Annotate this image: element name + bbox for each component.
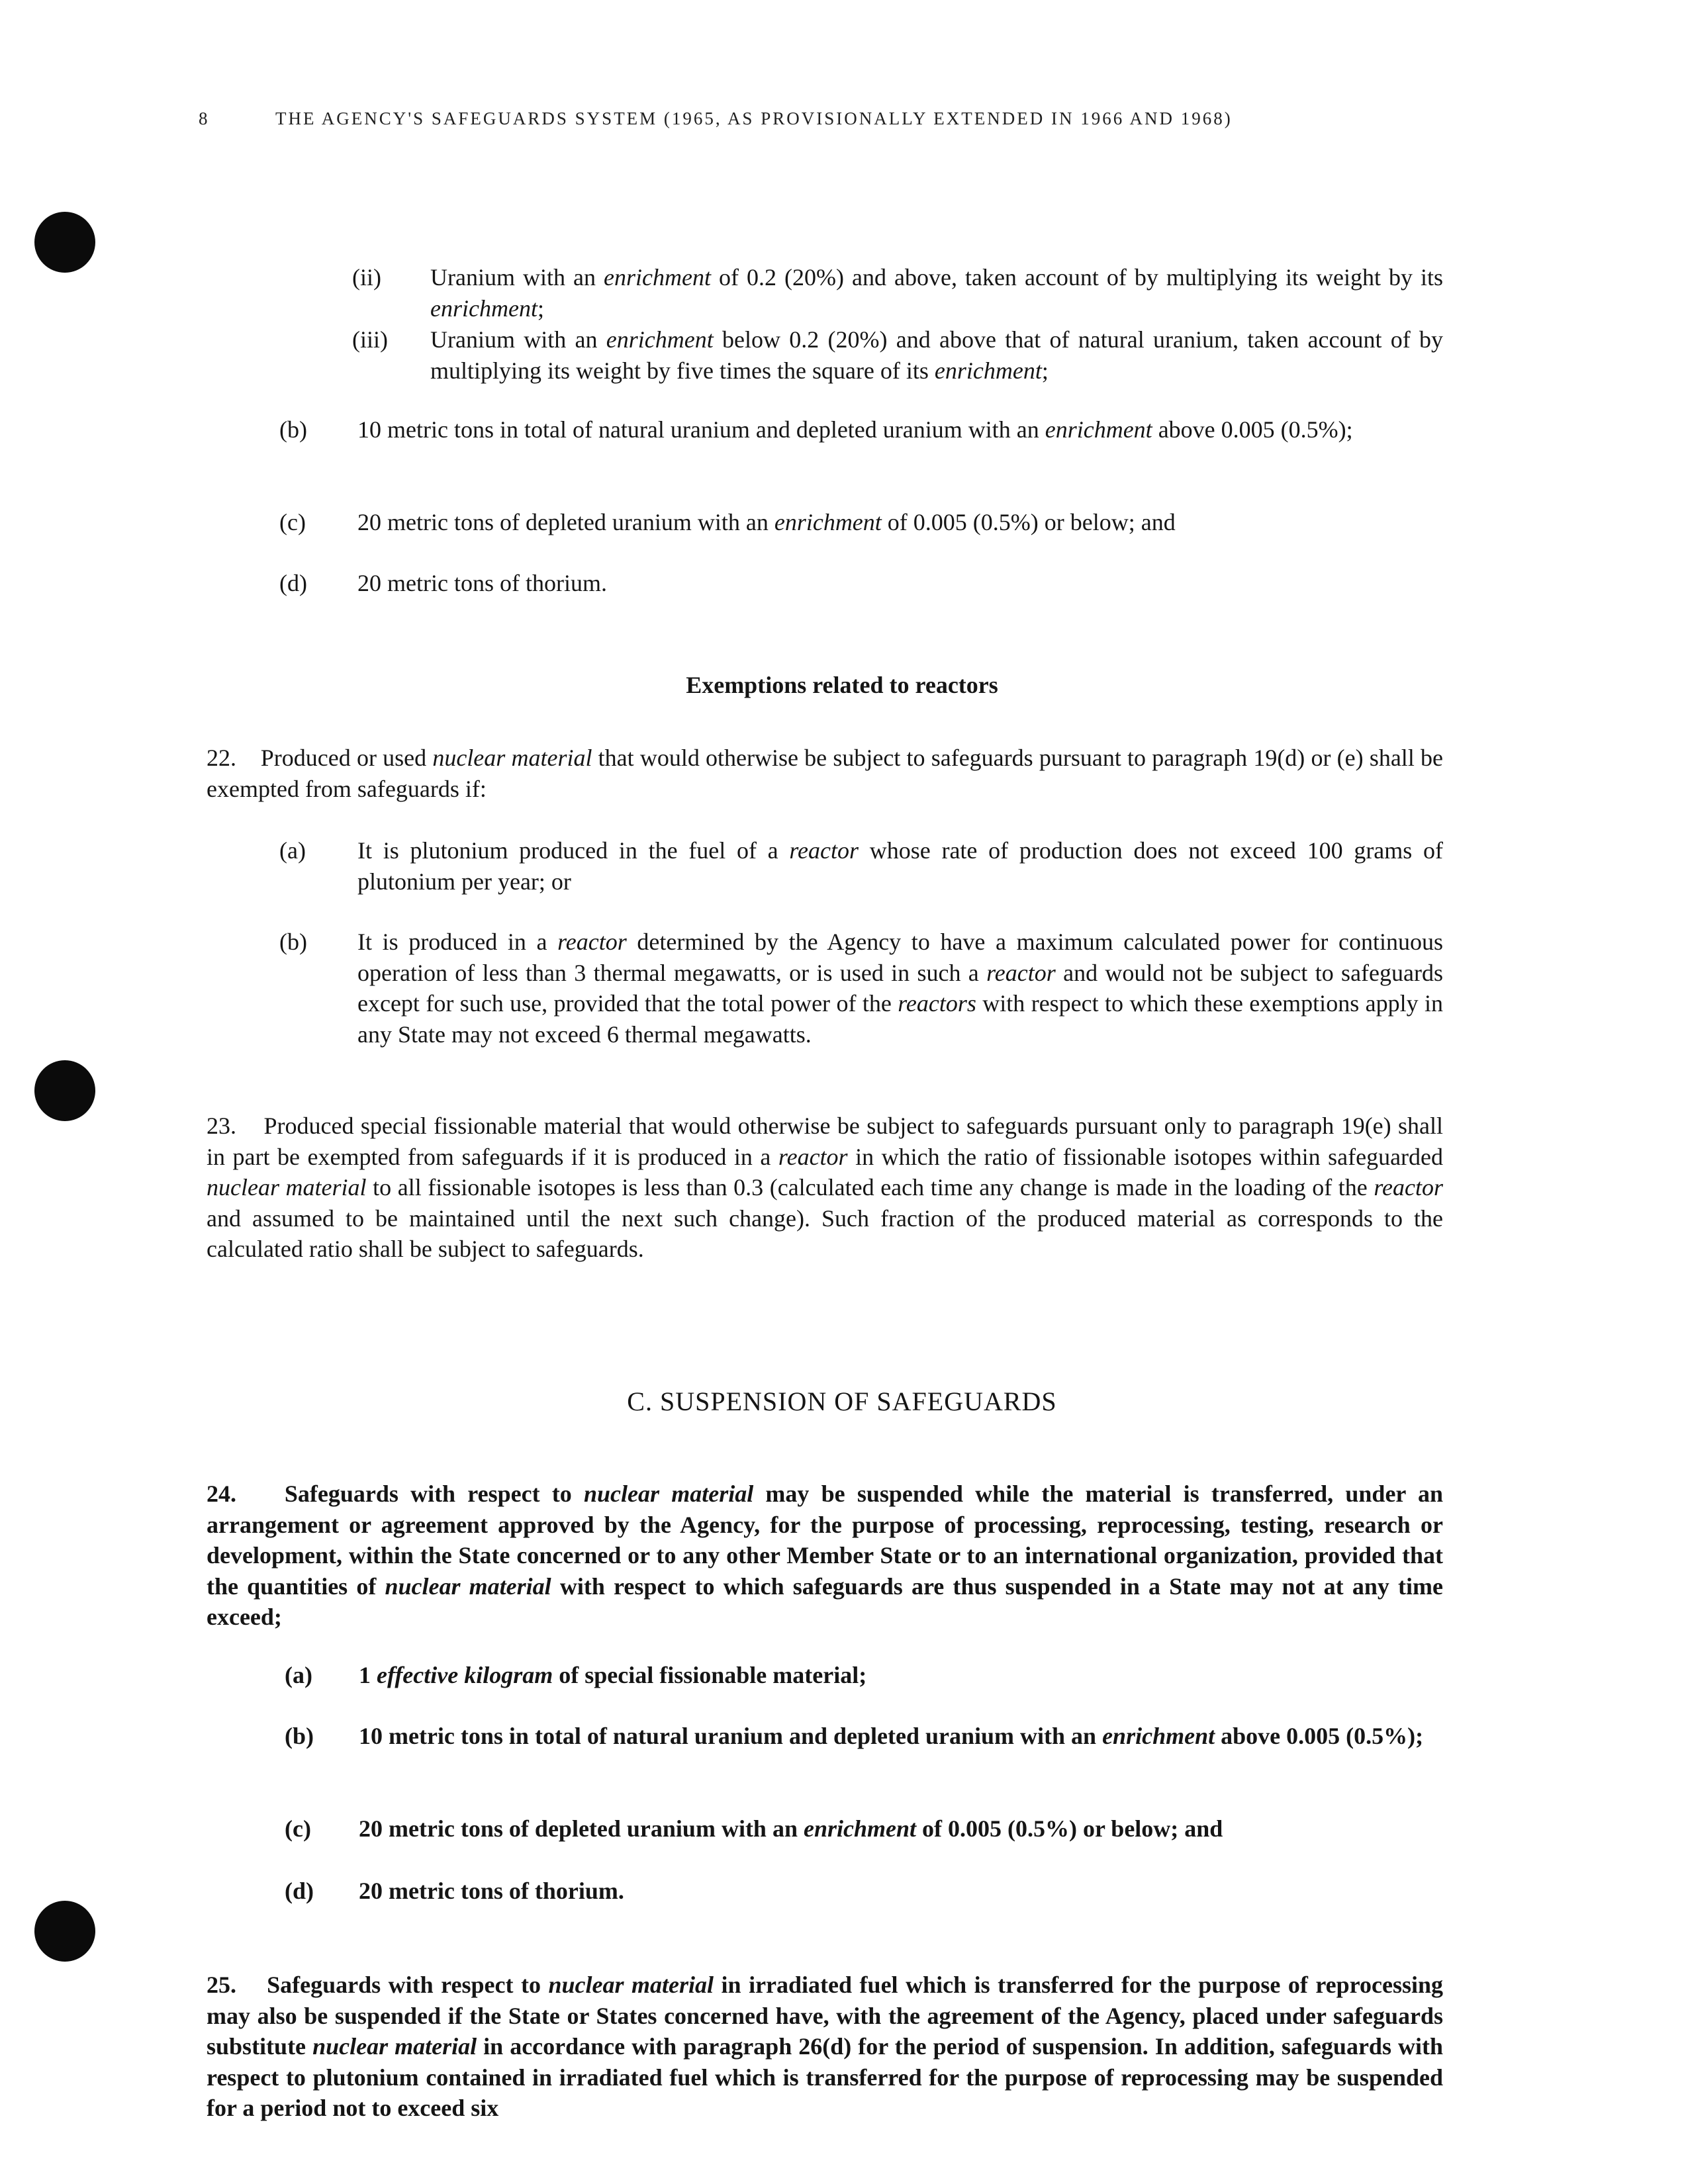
text-run: in accordance with paragraph 26(d) for the period of suspension. In addition, safeguards with respect to plutonium contained in irradiated fuel which is transferred for the purpose of reprocessing may be suspended for a period not to exceed six — [207, 2033, 1444, 2121]
paragraph-text — [207, 1972, 1443, 2121]
italic-term: enrichment — [803, 1815, 916, 1842]
italic-term: nuclear material — [207, 1174, 367, 1201]
item-label: (b) — [285, 1723, 314, 1749]
item-text — [357, 835, 1443, 897]
text-run: Produced or used — [260, 745, 433, 771]
text-run: 20 metric tons of depleted uranium with an — [357, 509, 774, 535]
italic-term: reactors — [898, 990, 976, 1017]
item-text — [359, 1876, 1443, 1907]
text-run: above 0.005 (0.5%); — [1152, 416, 1353, 443]
italic-term: reactor — [778, 1143, 848, 1170]
text-run: of 0.005 (0.5%) or below; and — [881, 509, 1176, 535]
text-run: that would otherwise be subject to safeguards pursuant to paragraph 19(d) or (e) shall be exempted from safeguards if: — [207, 745, 1443, 802]
italic-term: enrichment — [606, 326, 714, 353]
text-run: and would not be subject to safeguards except for such use, provided that the total power of the — [357, 959, 1443, 1017]
paragraph-number: 25. — [207, 1972, 236, 1998]
italic-term: enrichment — [934, 357, 1042, 384]
text-run: of 0.2 (20%) and above, taken account of by multiplying its weight by its — [710, 264, 1444, 291]
text-run: ; — [1041, 357, 1049, 384]
italic-term: enrichment — [774, 509, 882, 535]
section-heading-c: C. SUSPENSION OF SAFEGUARDS — [627, 1387, 1057, 1416]
text-run: to all fissionable isotopes is less than 0.3 (calculated each time any change is made in the loading of the — [366, 1174, 1374, 1201]
item-label: (iii) — [352, 326, 388, 353]
item-text — [357, 414, 1443, 445]
item-text — [359, 1660, 1443, 1691]
paragraph-number: 22. — [207, 745, 236, 771]
item-text — [430, 262, 1443, 324]
text-run: Safeguards with respect to — [267, 1972, 549, 1998]
item-text — [359, 1813, 1443, 1844]
text-run: Safeguards with respect to — [284, 1480, 584, 1507]
punch-hole — [34, 212, 95, 273]
italic-term: nuclear material — [312, 2033, 477, 2060]
text-run: below 0.2 (20%) and above that of natural uranium, taken account of by multiplying its weight by five times the square of its — [430, 326, 1443, 384]
text-run: in which the ratio of fissionable isotopes within safeguarded — [847, 1143, 1444, 1170]
text-run: 1 — [359, 1662, 377, 1688]
italic-term: nuclear material — [583, 1480, 754, 1507]
punch-hole — [34, 1060, 95, 1121]
text-run: 20 metric tons of depleted uranium with an — [359, 1815, 804, 1842]
text-run: whose rate of production does not exceed 100 grams of plutonium per year; or — [357, 837, 1444, 895]
italic-term: reactor — [557, 929, 627, 955]
text-run: Produced special fissionable material that would otherwise be subject to safeguards pursuant only to paragraph 19(e) shall in part be exempted from safeguards if it is produced in a — [207, 1113, 1444, 1170]
paragraph-22 — [207, 743, 1443, 804]
text-run: and assumed to be maintained until the next such change). Such fraction of the produced material as corresponds to the calculated ratio shall be subject to safeguards. — [207, 1205, 1443, 1262]
punch-hole — [34, 1901, 95, 1962]
text-run: 20 metric tons of thorium. — [357, 570, 607, 596]
item-label: (a) — [285, 1662, 312, 1688]
item-label: (a) — [279, 837, 306, 864]
italic-term: enrichment — [430, 295, 538, 322]
paragraph-text — [207, 745, 1443, 802]
italic-term: effective kilogram — [377, 1662, 553, 1688]
text-run: Uranium with an — [430, 264, 604, 291]
item-text — [359, 1721, 1443, 1752]
item-text — [357, 568, 1443, 599]
text-run: with respect to which safeguards are thus suspended in a State may not at any time exceed; — [207, 1572, 1443, 1630]
text-run: determined by the Agency to have a maximum calculated power for continuous operation of less than 3 thermal megawatts, or is used in such a — [357, 929, 1443, 986]
text-run: with respect to which these exemptions apply in any State may not exceed 6 thermal megawatts. — [357, 990, 1443, 1048]
italic-term: reactor — [789, 837, 859, 864]
italic-term: nuclear material — [548, 1972, 714, 1998]
italic-term: enrichment — [1102, 1723, 1215, 1749]
item-label: (b) — [279, 416, 307, 443]
item-label: (d) — [279, 570, 307, 596]
item-label: (c) — [279, 509, 306, 535]
text-run: above 0.005 (0.5%); — [1215, 1723, 1424, 1749]
text-run: in irradiated fuel which is transferred for the purpose of reprocessing may also be suspended if the State or States concerned have, with the agreement of the Agency, placed under safeguards substitute — [207, 1972, 1443, 2060]
text-run: It is plutonium produced in the fuel of a — [357, 837, 790, 864]
paragraph-23 — [207, 1111, 1443, 1265]
text-run: of 0.005 (0.5%) or below; and — [916, 1815, 1223, 1842]
item-text — [430, 324, 1443, 386]
paragraph-24 — [207, 1479, 1443, 1633]
page-number: 8 — [199, 109, 210, 128]
section-heading-reactors: Exemptions related to reactors — [686, 672, 998, 698]
paragraph-number: 24. — [207, 1480, 236, 1507]
text-run: It is produced in a — [357, 929, 558, 955]
text-run: ; — [537, 295, 544, 322]
paragraph-25 — [207, 1970, 1443, 2124]
text-run: Uranium with an — [430, 326, 606, 353]
item-label: (d) — [285, 1878, 314, 1904]
running-title: THE AGENCY'S SAFEGUARDS SYSTEM (1965, AS PROVISIONALLY EXTENDED IN 1966 AND 1968) — [275, 109, 1233, 128]
item-text — [357, 507, 1443, 538]
text-run: 20 metric tons of thorium. — [359, 1878, 624, 1904]
text-run: 10 metric tons in total of natural uranium and depleted uranium with an — [359, 1723, 1103, 1749]
paragraph-number: 23. — [207, 1113, 236, 1139]
italic-term: reactor — [986, 959, 1056, 986]
item-text — [357, 927, 1443, 1050]
paragraph-text — [207, 1480, 1443, 1630]
italic-term: enrichment — [1045, 416, 1152, 443]
paragraph-text — [207, 1113, 1443, 1262]
text-run: of special fissionable material; — [553, 1662, 867, 1688]
item-label: (b) — [279, 929, 307, 955]
italic-term: enrichment — [604, 264, 711, 291]
item-label: (ii) — [352, 264, 381, 291]
italic-term: nuclear material — [385, 1572, 551, 1600]
text-run: 10 metric tons in total of natural uranium and depleted uranium with an — [357, 416, 1045, 443]
item-label: (c) — [285, 1815, 311, 1842]
italic-term: nuclear material — [432, 745, 592, 771]
text-run: may be suspended while the material is transferred, under an arrangement or agreement approved by the Agency, for the purpose of processing, reprocessing, testing, research or development, within the State concerned or to any other Member State or to an international organization, provided that the quantities of — [207, 1480, 1443, 1600]
italic-term: reactor — [1374, 1174, 1443, 1201]
